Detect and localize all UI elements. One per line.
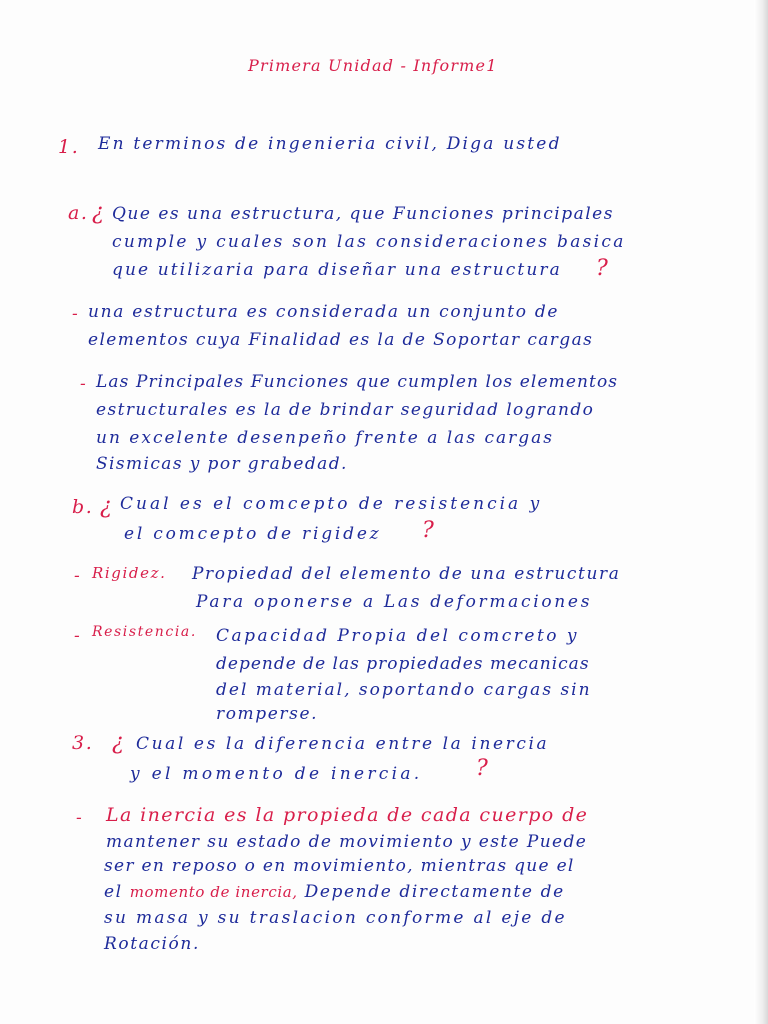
- question-1-text: En terminos de ingenieria civil, Diga usted: [98, 134, 562, 154]
- answer-3-dash: -: [76, 808, 84, 828]
- answer-a2-line-3: un excelente desenpeño frente a las cargas: [96, 428, 554, 448]
- question-3-number: 3.: [72, 732, 94, 754]
- resistencia-line-1: Capacidad Propia del comcreto y: [216, 626, 580, 646]
- answer-3-line-6: Rotación.: [104, 934, 200, 954]
- answer-3-line-4: [104, 882, 565, 902]
- answer-3-highlight-term: momento de inercia,: [129, 883, 298, 901]
- question-b-open-mark: ¿: [100, 494, 114, 519]
- question-a-open-mark: ¿: [92, 200, 106, 225]
- answer-a1-dash: -: [72, 304, 80, 324]
- rigidez-line-1: Propiedad del elemento de una estructura: [192, 564, 621, 584]
- answer-a1-line-2: elementos cuya Finalidad es la de Soportar cargas: [88, 330, 594, 350]
- resistencia-term: Resistencia.: [92, 624, 197, 640]
- question-b-label: b.: [72, 496, 94, 518]
- rigidez-line-2: Para oponerse a Las deformaciones: [196, 592, 593, 612]
- answer-a1-line-1: una estructura es considerada un conjunto de: [88, 302, 560, 322]
- question-3-line-2: y el momento de inercia.: [130, 764, 423, 784]
- question-3-open-mark: ¿: [112, 730, 126, 755]
- resistencia-line-4: romperse.: [216, 704, 319, 724]
- question-a-line-1: Que es una estructura, que Funciones principales: [112, 204, 614, 224]
- answer-3-line-4-suffix: Depende directamente de: [304, 882, 565, 902]
- question-a-close-mark: ?: [596, 256, 610, 281]
- resistencia-dash: -: [74, 626, 82, 646]
- question-b-line-1: Cual es el comcepto de resistencia y: [120, 494, 543, 514]
- question-a-line-2: cumple y cuales son las consideraciones basica: [112, 232, 626, 252]
- answer-a2-line-4: Sismicas y por grabedad.: [96, 454, 348, 474]
- question-b-close-mark: ?: [422, 518, 436, 543]
- question-a-label: a.: [68, 202, 89, 224]
- question-b-line-2: el comcepto de rigidez: [124, 524, 382, 544]
- answer-3-line-2: mantener su estado de movimiento y este Puede: [106, 832, 588, 852]
- answer-3-line-5: su masa y su traslacion conforme al eje de: [104, 908, 567, 928]
- question-3-line-1: Cual es la diferencia entre la inercia: [136, 734, 550, 754]
- paper-edge-shadow: [754, 0, 768, 1024]
- rigidez-dash: -: [74, 566, 82, 586]
- answer-a2-dash: -: [80, 374, 88, 394]
- rigidez-term: Rigidez.: [92, 564, 167, 582]
- resistencia-line-2: depende de las propiedades mecanicas: [216, 654, 590, 674]
- answer-3-line-4-prefix: el: [104, 882, 123, 902]
- answer-a2-line-2: estructurales es la de brindar seguridad logrando: [96, 400, 595, 420]
- answer-3-line-1: La inercia es la propieda de cada cuerpo de: [106, 804, 589, 826]
- question-1-number: 1.: [58, 136, 80, 158]
- answer-a2-line-1: Las Principales Funciones que cumplen los elementos: [96, 372, 619, 392]
- page-title: Primera Unidad - Informe1: [248, 56, 498, 75]
- answer-3-line-3: ser en reposo o en movimiento, mientras que el: [104, 856, 575, 876]
- resistencia-line-3: del material, soportando cargas sin: [216, 680, 592, 700]
- question-3-close-mark: ?: [476, 756, 490, 781]
- question-a-line-3: que utilizaria para diseñar una estructura: [112, 260, 562, 280]
